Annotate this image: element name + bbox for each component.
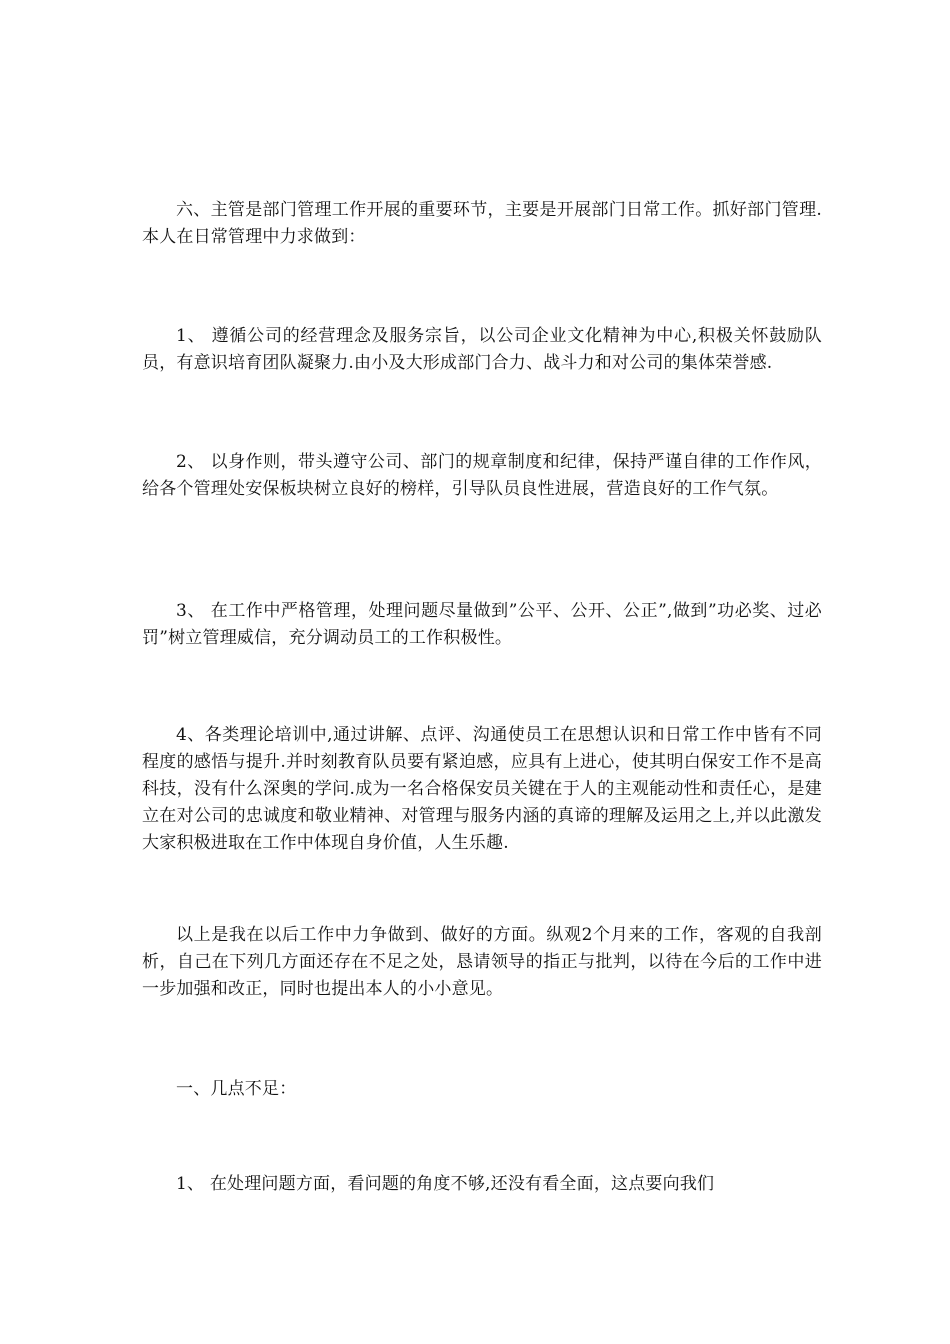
paragraph-shortcoming-1: 1、 在处理问题方面，看问题的角度不够,还没有看全面，这点要向我们 bbox=[176, 1174, 715, 1194]
paragraph-item-2: 2、 以身作则，带头遵守公司、部门的规章制度和纪律，保持严谨自律的工作作风，给各个管理处安保板块树立良好的榜样，引导队员良性进展，营造良好的工作气氛。 bbox=[142, 452, 822, 499]
paragraph-item-3: 3、 在工作中严格管理，处理问题尽量做到”公平、公开、公正”,做到”功必奖、过必罚”树立管理威信，充分调动员工的工作积极性。 bbox=[142, 601, 822, 648]
paragraph-summary: 以上是我在以后工作中力争做到、做好的方面。纵观2个月来的工作，客观的自我剖析，自己在下列几方面还存在不足之处，恳请领导的指正与批判，以待在今后的工作中进一步加强和改正，同时也提出本人的小小意见。 bbox=[142, 925, 822, 999]
paragraph-supervisor-role: 六、主管是部门管理工作开展的重要环节，主要是开展部门日常工作。抓好部门管理.本人在日常管理中力求做到： bbox=[142, 200, 822, 247]
section-heading-shortcomings: 一、几点不足： bbox=[176, 1079, 297, 1099]
paragraph-item-4: 4、各类理论培训中,通过讲解、点评、沟通使员工在思想认识和日常工作中皆有不同程度的感悟与提升.并时刻教育队员要有紧迫感，应具有上进心，使其明白保安工作不是高科技，没有什么深奥的学问.成为一名合格保安员关键在于人的主观能动性和责任心，是建立在对公司的忠诚度和敬业精神、对管理与服务内涵的真谛的理解及运用之上,并以此激发大家积极进取在工作中体现自身价值，人生乐趣. bbox=[142, 725, 822, 853]
paragraph-item-1: 1、 遵循公司的经营理念及服务宗旨，以公司企业文化精神为中心,积极关怀鼓励队员，有意识培育团队凝聚力.由小及大形成部门合力、战斗力和对公司的集体荣誉感. bbox=[142, 326, 822, 373]
